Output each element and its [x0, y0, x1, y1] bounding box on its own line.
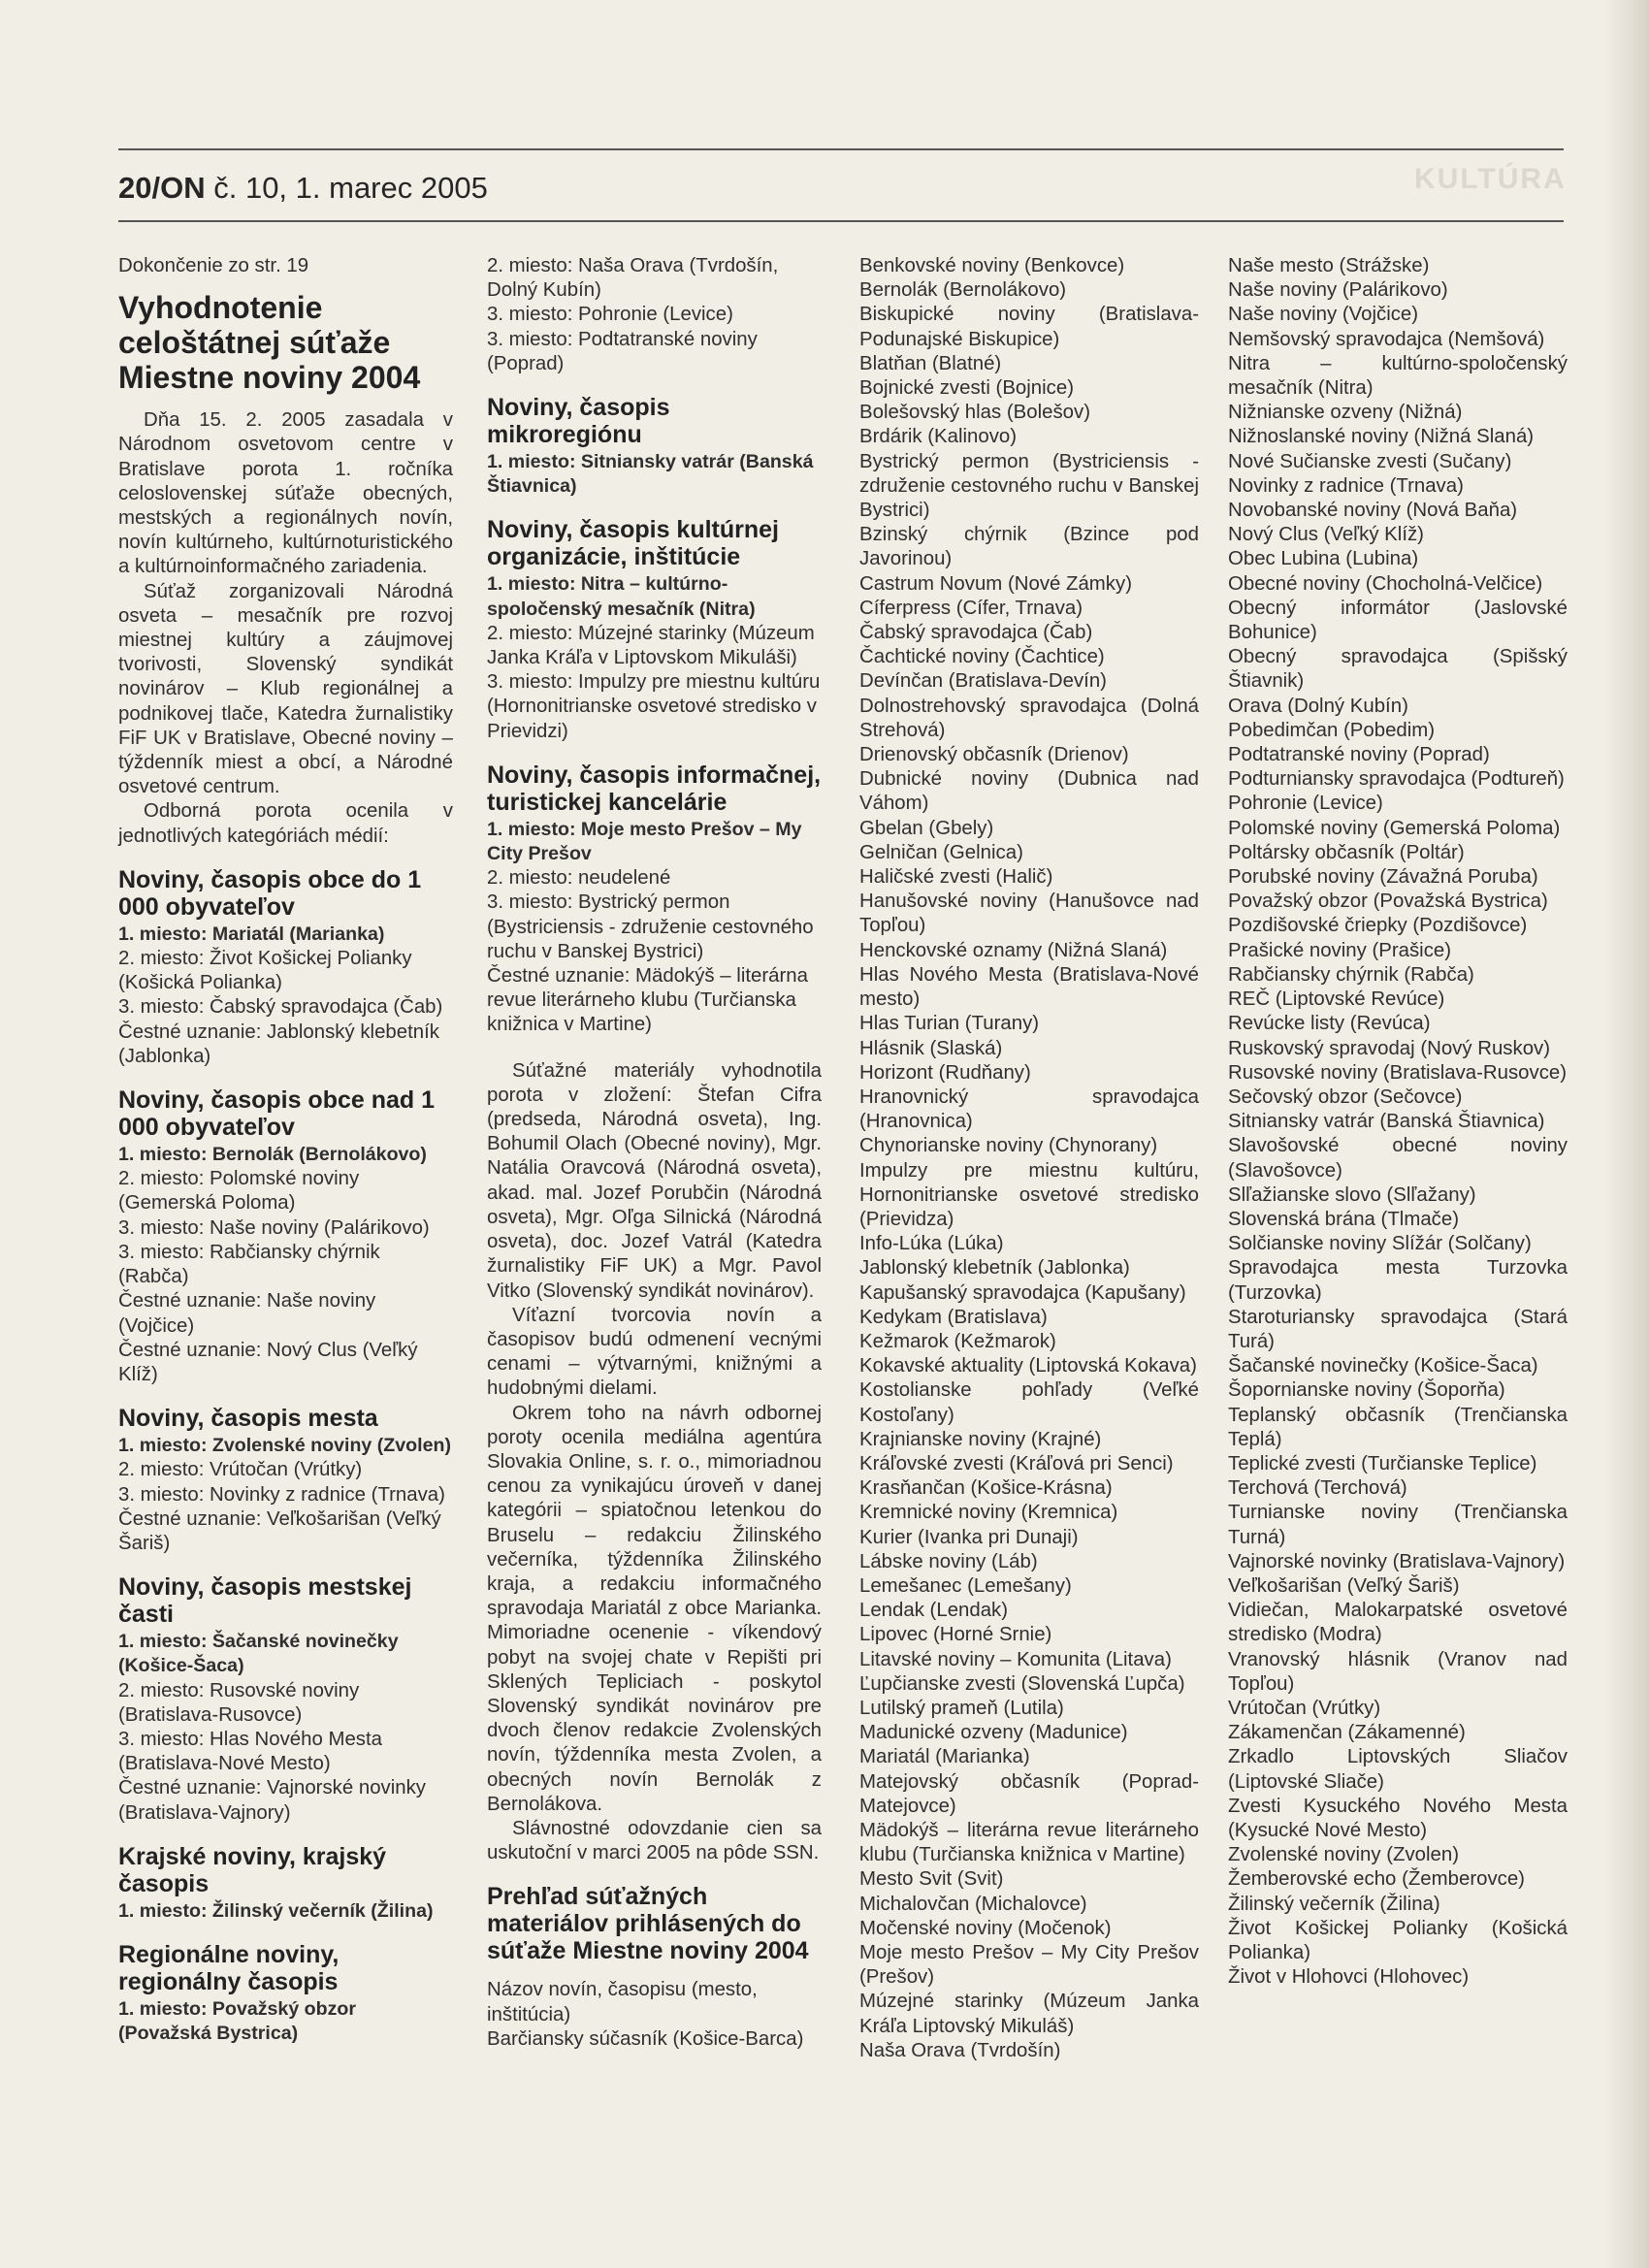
list-entry: Krajnianske noviny (Krajné) [859, 1428, 1102, 1450]
category-heading: Noviny, časopis obce do 1 000 obyvateľov [118, 865, 422, 921]
header-rule-top [118, 148, 1564, 150]
list-entry: Lutilský prameň (Lutila) [859, 1697, 1064, 1719]
award-line: Čestné uznanie: Veľkošarišan (Veľký Šariš) [118, 1507, 441, 1554]
list-entry: Poltársky občasník (Poltár) [1228, 841, 1465, 863]
list-entry: Hranovnický spravodajca (Hranovnica) [859, 1085, 1199, 1133]
list-entry: Prašické noviny (Prašice) [1228, 939, 1452, 961]
list-entry: Mesto Svit (Svit) [859, 1868, 1004, 1891]
list-entry: Nemšovský spravodajca (Nemšová) [1228, 328, 1545, 350]
award-line: 3. miesto: Impulzy pre miestnu kultúru (Hornonitrianske osvetové stredisko v Prievidzi) [487, 671, 821, 742]
award-line: 2. miesto: neudelené [487, 867, 671, 890]
award-line: 2. miesto: Naša Orava (Tvrdošín, Dolný Kubín) [487, 255, 779, 302]
list-entry: Vidiečan, Malokarpatské osvetové stredisko (Modra) [1228, 1600, 1568, 1646]
award-line: Čestné uznanie: Mädokýš – literárna revue literárneho klubu (Turčianska knižnica v Martine) [487, 965, 808, 1036]
list-entry: Lipovec (Horné Srnie) [859, 1624, 1052, 1646]
article-paragraph: Súťažné materiály vyhodnotila porota v zložení: Štefan Cifra (predseda, Národná osveta), Ing. Bohumil Olach (Obecné noviny), Mgr. Natália Oravcová (Národná osveta), akad. mal. Jozef Porubčin (Národná osveta), Mgr. Oľga Silnická (Národná osveta), doc. Jozef Vatrál (Katedra žurnalistiky FiF UK) a Mgr. Pavol Vitko (Slovenský syndikát novinárov). [487, 1059, 822, 1302]
list-entry: Zvesti Kysuckého Nového Mesta (Kysucké Nové Mesto) [1228, 1795, 1568, 1841]
category-heading: Noviny, časopis mestskej časti [118, 1573, 412, 1629]
list-entry: Naše mesto (Strážske) [1228, 255, 1430, 276]
list-entry: Novinky z radnice (Trnava) [1228, 474, 1464, 497]
article-paragraph: Súťaž zorganizovali Národná osveta – mesačník pre rozvoj miestnej kultúry a záujmovej tvorivosti, Slovenský syndikát novinárov – Klub regionálnej a podnikovej tlače, Katedra žurnalistiky FiF UK v Bratislave, Obecné noviny – týždenník miest a obcí, a Národné osvetové centrum. [118, 580, 453, 798]
list-entry: Kostolianske pohľady (Veľké Kostoľany) [859, 1379, 1199, 1426]
column-3 [859, 254, 1199, 2063]
award-line: 3. miesto: Pohronie (Levice) [487, 304, 733, 326]
award-line: 3. miesto: Podtatranské noviny (Poprad) [487, 328, 758, 374]
list-entry: Terchová (Terchová) [1228, 1477, 1407, 1500]
list-entry: REČ (Liptovské Revúce) [1228, 988, 1445, 1011]
list-entry: Podtatranské noviny (Poprad) [1228, 744, 1490, 766]
list-entry: Barčiansky súčasník (Košice-Barca) [487, 2027, 804, 2050]
list-entry: Žilinský večerník (Žilina) [1228, 1893, 1440, 1915]
first-place: 1. miesto: Šačanské novinečky (Košice-Šaca) [118, 1631, 399, 1677]
category-heading: Noviny, časopis informačnej, turistickej kancelárie [487, 761, 822, 816]
first-place: 1. miesto: Bernolák (Bernolákovo) [118, 1144, 427, 1166]
award-line: 3. miesto: Rabčiansky chýrnik (Rabča) [118, 1241, 380, 1288]
list-entry: Madunické ozveny (Madunice) [859, 1722, 1128, 1744]
list-entry: Bzinský chýrnik (Bzince pod Javorinou) [859, 524, 1199, 570]
list-entry: Podturniansky spravodajca (Podtureň) [1228, 768, 1565, 791]
list-entry: Vrútočan (Vrútky) [1228, 1697, 1381, 1719]
list-entry: Horizont (Rudňany) [859, 1061, 1031, 1084]
list-entry: Žemberovské echo (Žemberovce) [1228, 1868, 1525, 1891]
list-entry: Kurier (Ivanka pri Dunaji) [859, 1526, 1079, 1548]
list-entry: Kremnické noviny (Kremnica) [859, 1502, 1118, 1524]
list-entry: Nitra – kultúrno-spoločenský mesačník (Nitra) [1228, 352, 1568, 400]
page-edge-shadow [1604, 0, 1649, 2268]
list-entry: Henckovské oznamy (Nižná Slaná) [859, 939, 1168, 961]
award-line: 3. miesto: Novinky z radnice (Trnava) [118, 1483, 445, 1506]
list-entry: Lemešanec (Lemešany) [859, 1574, 1072, 1597]
list-entry: Naše noviny (Palárikovo) [1228, 279, 1448, 302]
list-entry: Bernolák (Bernolákovo) [859, 279, 1067, 302]
list-entry: Teplanský občasník (Trenčianska Teplá) [1228, 1404, 1568, 1450]
list-entry: Litavské noviny – Komunita (Litava) [859, 1648, 1172, 1670]
list-entry: Lendak (Lendak) [859, 1600, 1009, 1622]
article-paragraph: Slávnostné odovzdanie cien sa uskutoční v marci 2005 na pôde SSN. [487, 1817, 822, 1864]
list-entry: Bojnické zvesti (Bojnice) [859, 377, 1074, 400]
list-entry: Dolnostrehovský spravodajca (Dolná Strehová) [859, 695, 1199, 741]
column-1 [118, 254, 453, 2046]
bleed-through-text: KULTÚRA [1414, 163, 1567, 195]
article-paragraph: Víťazní tvorcovia novín a časopisov budú odmenení vecnými cenami – výtvarnými, knižnými a hudobnými dielami. [487, 1304, 822, 1400]
award-line: 2. miesto: Vrútočan (Vrútky) [118, 1459, 363, 1481]
list-entry: Moje mesto Prešov – My City Prešov (Prešov) [859, 1942, 1199, 1989]
list-entry: Cíferpress (Cífer, Trnava) [859, 597, 1083, 619]
issue-date: č. 10, 1. marec 2005 [205, 171, 488, 205]
list-entry: Vajnorské novinky (Bratislava-Vajnory) [1228, 1550, 1566, 1572]
list-entry: Sitniansky vatrár (Banská Štiavnica) [1228, 1111, 1545, 1133]
list-entry: Hlásnik (Slaská) [859, 1037, 1003, 1059]
article-paragraph: Odborná porota ocenila v jednotlivých kategóriách médií: [118, 800, 453, 847]
list-entry: Považský obzor (Považská Bystrica) [1228, 891, 1548, 913]
first-place: 1. miesto: Nitra – kultúrno-spoločenský mesačník (Nitra) [487, 573, 756, 620]
list-entry: Turnianske noviny (Trenčianska Turná) [1228, 1502, 1568, 1548]
list-entry: Bolešovský hlas (Bolešov) [859, 402, 1090, 424]
list-entry: Kokavské aktuality (Liptovská Kokava) [859, 1355, 1197, 1377]
list-entry: Jablonský klebetník (Jablonka) [859, 1257, 1130, 1280]
list-entry: Mariatál (Marianka) [859, 1746, 1030, 1768]
award-line: 2. miesto: Rusovské noviny (Bratislava-Rusovce) [118, 1679, 360, 1726]
list-entry: Krasňančan (Košice-Krásna) [859, 1477, 1113, 1500]
list-entry: Nižnoslanské noviny (Nižná Slaná) [1228, 426, 1535, 448]
list-entry: Hlas Nového Mesta (Bratislava-Nové mesto) [859, 963, 1199, 1011]
first-place: 1. miesto: Moje mesto Prešov – My City Prešov [487, 818, 802, 865]
list-entry: Michalovčan (Michalovce) [859, 1893, 1087, 1915]
list-entry: Lábske noviny (Láb) [859, 1550, 1038, 1572]
list-entry: Gelničan (Gelnica) [859, 841, 1023, 863]
list-entry: Kedykam (Bratislava) [859, 1306, 1048, 1328]
award-line: Čestné uznanie: Jablonský klebetník (Jablonka) [118, 1021, 439, 1067]
header-rule-bottom [118, 220, 1564, 222]
list-entry: Pozdišovské čriepky (Pozdišovce) [1228, 915, 1528, 937]
award-line: 3. miesto: Naše noviny (Palárikovo) [118, 1216, 430, 1239]
first-place: 1. miesto: Mariatál (Marianka) [118, 923, 385, 945]
list-entry: Múzejné starinky (Múzeum Janka Kráľa Liptovský Mikuláš) [859, 1991, 1199, 2037]
award-line: Čestné uznanie: Naše noviny (Vojčice) [118, 1290, 376, 1337]
list-entry: Zákamenčan (Zákamenné) [1228, 1722, 1466, 1744]
list-entry: Močenské noviny (Močenok) [859, 1917, 1112, 1939]
category-heading: Noviny, časopis kultúrnej organizácie, inštitúcie [487, 516, 780, 571]
list-entry: Mädokýš – literárna revue literárneho klubu (Turčianska knižnica v Martine) [859, 1820, 1199, 1866]
award-line: 2. miesto: Múzejné starinky (Múzeum Janka Kráľa v Liptovskom Mikuláši) [487, 622, 815, 669]
list-entry: Obecný informátor (Jaslovské Bohunice) [1228, 597, 1568, 644]
category-heading: Noviny, časopis obce nad 1 000 obyvateľov [118, 1086, 436, 1142]
list-entry: Čachtické noviny (Čachtice) [859, 646, 1105, 668]
list-entry: Hlas Turian (Turany) [859, 1013, 1040, 1035]
list-entry: Rusovské noviny (Bratislava-Rusovce) [1228, 1061, 1568, 1084]
list-entry: Zrkadlo Liptovských Sliačov (Liptovské Sliače) [1228, 1746, 1568, 1793]
list-entry: Kapušanský spravodajca (Kapušany) [859, 1281, 1186, 1304]
list-entry: Info-Lúka (Lúka) [859, 1233, 1004, 1255]
list-entry: Novobanské noviny (Nová Baňa) [1228, 500, 1518, 522]
list-entry: Nižnianske ozveny (Nižná) [1228, 402, 1463, 424]
award-line: 3. miesto: Čabský spravodajca (Čab) [118, 996, 443, 1019]
award-line: 3. miesto: Hlas Nového Mesta (Bratislava-Nové Mesto) [118, 1728, 382, 1775]
list-entry: Čabský spravodajca (Čab) [859, 622, 1093, 644]
column-2 [487, 254, 822, 2052]
list-entry: Obecné noviny (Chocholná-Velčice) [1228, 572, 1543, 595]
award-line: 2. miesto: Polomské noviny (Gemerská Poloma) [118, 1168, 360, 1215]
entries-list [487, 2027, 822, 2052]
list-entry: Chynorianske noviny (Chynorany) [859, 1135, 1158, 1157]
article-title: Vyhodnotenie celoštátnej súťaže Miestne noviny 2004 [118, 290, 421, 396]
list-heading: Prehľad súťažných materiálov prihlásených do súťaže Miestne noviny 2004 [487, 1883, 809, 1965]
list-entry: Biskupické noviny (Bratislava-Podunajské Biskupice) [859, 304, 1199, 350]
column-4 [1228, 254, 1568, 1990]
list-entry: Šopornianske noviny (Šoporňa) [1228, 1379, 1505, 1402]
list-entry: Castrum Novum (Nové Zámky) [859, 572, 1132, 595]
list-entry: Naše noviny (Vojčice) [1228, 304, 1419, 326]
list-entry: Spravodajca mesta Turzovka (Turzovka) [1228, 1257, 1568, 1304]
list-entry: Nové Sučianske zvesti (Sučany) [1228, 450, 1512, 472]
category-heading: Noviny, časopis mesta [118, 1405, 378, 1433]
article-paragraph: Dňa 15. 2. 2005 zasadala v Národnom osvetovom centre v Bratislave porota 1. ročníka celoslovenskej súťaže obecných, mestských a regionálnych novín, novín kultúrneho, kultúrnoturistického a kultúrnoinformačného zariadenia. [118, 409, 453, 578]
list-entry: Veľkošarišan (Veľký Šariš) [1228, 1574, 1460, 1597]
page-header [118, 171, 488, 206]
list-entry: Obec Lubina (Lubina) [1228, 548, 1419, 570]
list-entry: Revúcke listy (Revúca) [1228, 1013, 1431, 1035]
award-line: Čestné uznanie: Nový Clus (Veľký Klíž) [118, 1339, 418, 1385]
list-entry: Obecný spravodajca (Spišský Štiavnik) [1228, 646, 1568, 693]
list-entry: Pobedimčan (Pobedim) [1228, 719, 1436, 741]
list-entry: Slovenská brána (Tlmače) [1228, 1208, 1459, 1230]
list-entry: Drienovský občasník (Drienov) [859, 744, 1129, 766]
list-entry: Polomské noviny (Gemerská Poloma) [1228, 817, 1561, 839]
list-entry: Naša Orava (Tvrdošín) [859, 2039, 1061, 2061]
list-entry: Vranovský hlásnik (Vranov nad Topľou) [1228, 1648, 1568, 1695]
category-heading: Krajské noviny, krajský časopis [118, 1842, 387, 1897]
list-lead: Názov novín, časopisu (mesto, inštitúcia) [487, 1979, 758, 2025]
list-entry: Blatňan (Blatné) [859, 352, 1002, 374]
category-heading: Noviny, časopis mikroregiónu [487, 394, 670, 449]
first-place: 1. miesto: Sitniansky vatrár (Banská Štiavnica) [487, 451, 814, 498]
list-entry: Teplické zvesti (Turčianske Teplice) [1228, 1452, 1537, 1474]
award-line: 3. miesto: Bystrický permon (Bystriciensis - združenie cestovného ruchu v Banskej Bystrici) [487, 891, 814, 962]
list-entry: Rabčiansky chýrnik (Rabča) [1228, 963, 1474, 986]
first-place: 1. miesto: Považský obzor (Považská Bystrica) [118, 1997, 356, 2045]
list-entry: Gbelan (Gbely) [859, 817, 994, 839]
list-entry: Nový Clus (Veľký Klíž) [1228, 524, 1424, 546]
list-entry: Pohronie (Levice) [1228, 793, 1383, 815]
category-heading: Regionálne noviny, regionálny časopis [118, 1940, 340, 1995]
list-entry: Staroturiansky spravodajca (Stará Turá) [1228, 1306, 1568, 1352]
list-entry: Bystrický permon (Bystriciensis - združenie cestovného ruchu v Banskej Bystrici) [859, 450, 1199, 522]
list-entry: Kežmarok (Kežmarok) [859, 1330, 1056, 1352]
list-entry: Impulzy pre miestnu kultúru, Hornonitrianske osvetové stredisko (Prievidza) [859, 1159, 1199, 1230]
list-entry: Slľažianske slovo (Slľažany) [1228, 1183, 1476, 1206]
award-line: 2. miesto: Život Košickej Polianky (Košická Polianka) [118, 948, 412, 994]
list-entry: Orava (Dolný Kubín) [1228, 695, 1408, 717]
continued-note: Dokončenie zo str. 19 [118, 255, 309, 276]
list-entry: Život Košickej Polianky (Košická Polianka) [1228, 1917, 1568, 1964]
list-entry: Benkovské noviny (Benkovce) [859, 255, 1125, 276]
list-entry: Šačanské novinečky (Košice-Šaca) [1228, 1355, 1538, 1377]
list-entry: Kráľovské zvesti (Kráľová pri Senci) [859, 1452, 1174, 1474]
list-entry: Hanušovské noviny (Hanušovce nad Topľou) [859, 891, 1199, 937]
list-entry: Brdárik (Kalinovo) [859, 426, 1018, 448]
list-entry: Život v Hlohovci (Hlohovec) [1228, 1966, 1470, 1989]
list-entry: Solčianske noviny Slížár (Solčany) [1228, 1233, 1532, 1255]
list-entry: Devínčan (Bratislava-Devín) [859, 670, 1107, 693]
list-entry: Dubnické noviny (Dubnica nad Váhom) [859, 768, 1199, 815]
page-number-publication: 20/ON [118, 171, 206, 205]
list-entry: Slavošovské obecné noviny (Slavošovce) [1228, 1135, 1568, 1182]
list-entry: Porubské noviny (Závažná Poruba) [1228, 866, 1538, 889]
list-entry: Sečovský obzor (Sečovce) [1228, 1085, 1463, 1108]
list-entry: Ľupčianske zvesti (Slovenská Ľupča) [859, 1672, 1185, 1695]
list-entry: Matejovský občasník (Poprad-Matejovce) [859, 1770, 1199, 1817]
first-place: 1. miesto: Žilinský večerník (Žilina) [118, 1899, 434, 1922]
list-entry: Haličské zvesti (Halič) [859, 866, 1053, 889]
list-entry: Ruskovský spravodaj (Nový Ruskov) [1228, 1037, 1551, 1059]
list-entry: Zvolenské noviny (Zvolen) [1228, 1844, 1459, 1866]
award-line: Čestné uznanie: Vajnorské novinky (Bratislava-Vajnory) [118, 1777, 426, 1824]
article-paragraph: Okrem toho na návrh odbornej poroty ocenila mediálna agentúra Slovakia Online, s. r. o., mimoriadnou cenou za vynikajúcu úroveň v danej kategórii – spiatočnou letenkou do Bruselu – redakciu Žilinského večerníka, týždenníka Žilinského kraja, a redakciu informačného spravodaja Mariatál z obce Marianka. Mimoriadne ocenenie - víkendový pobyt na svojej chate v Repišti pri Sklených Tepliciach - poskytol Slovenský syndikát novinárov pre dvoch členov redakcie Zvolenských novín, týždenníka mesta Zvolen, a obecných novín Bernolák z Bernolákova. [487, 1402, 822, 1815]
first-place: 1. miesto: Zvolenské noviny (Zvolen) [118, 1435, 451, 1457]
